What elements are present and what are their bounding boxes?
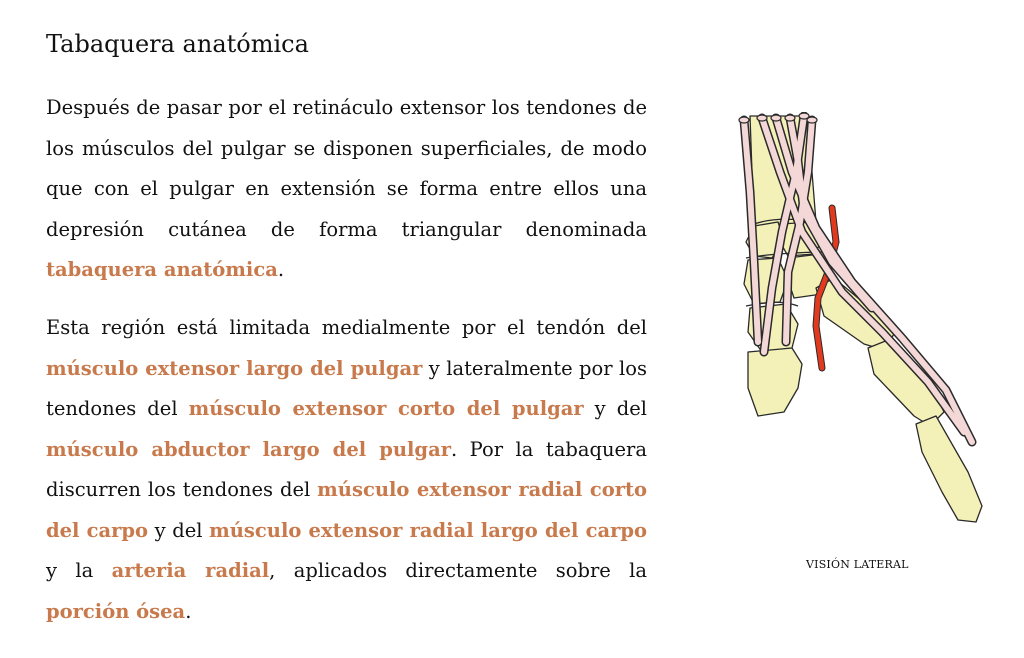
text-segment: y la bbox=[46, 559, 112, 582]
paragraph-intro bbox=[46, 88, 647, 291]
link-extensor-radial-corto-carpo[interactable]: músculo extensor radial corto del carpo bbox=[46, 478, 647, 542]
link-extensor-largo-pulgar[interactable]: músculo extensor largo del pulgar bbox=[46, 356, 423, 380]
thumb-lateral-illustration bbox=[732, 112, 986, 532]
link-tabaquera-anatomica[interactable]: tabaquera anatómica bbox=[46, 258, 278, 281]
metacarpal-bone bbox=[748, 348, 802, 416]
text-segment: y del bbox=[148, 518, 210, 542]
thumb-distal-phalanx bbox=[916, 416, 982, 522]
figure-caption: VISIÓN LATERAL bbox=[806, 558, 909, 571]
link-extensor-radial-largo-carpo[interactable]: músculo extensor radial largo del carpo bbox=[209, 518, 647, 542]
text-segment: Después de pasar por el retináculo extensor los tendones de los músculos del pulgar se disponen superficiales, de modo que con el pulgar en extensión se forma entre ellos una depresión cutánea de forma triangular denominada bbox=[46, 96, 647, 241]
link-porcion-osea[interactable]: porción ósea bbox=[46, 599, 186, 623]
text-segment: . Por la tabaquera discurren los tendones del bbox=[46, 437, 647, 501]
text-segment: , aplicados directamente sobre la bbox=[269, 559, 648, 582]
link-extensor-corto-pulgar[interactable]: músculo extensor corto del pulgar bbox=[188, 397, 584, 420]
text-segment: y lateralmente por los tendones del bbox=[46, 356, 647, 420]
link-arteria-radial[interactable]: arteria radial bbox=[111, 559, 270, 582]
text-segment: y del bbox=[583, 397, 647, 420]
paragraph-limits bbox=[46, 308, 647, 632]
text-segment: Esta región está limitada medialmente por el tendón del bbox=[46, 316, 647, 339]
text-segment: . bbox=[277, 258, 285, 281]
page-title: Tabaquera anatómica bbox=[46, 30, 309, 58]
text-segment: . bbox=[185, 599, 192, 623]
link-abductor-largo-pulgar[interactable]: músculo abductor largo del pulgar bbox=[46, 437, 451, 461]
